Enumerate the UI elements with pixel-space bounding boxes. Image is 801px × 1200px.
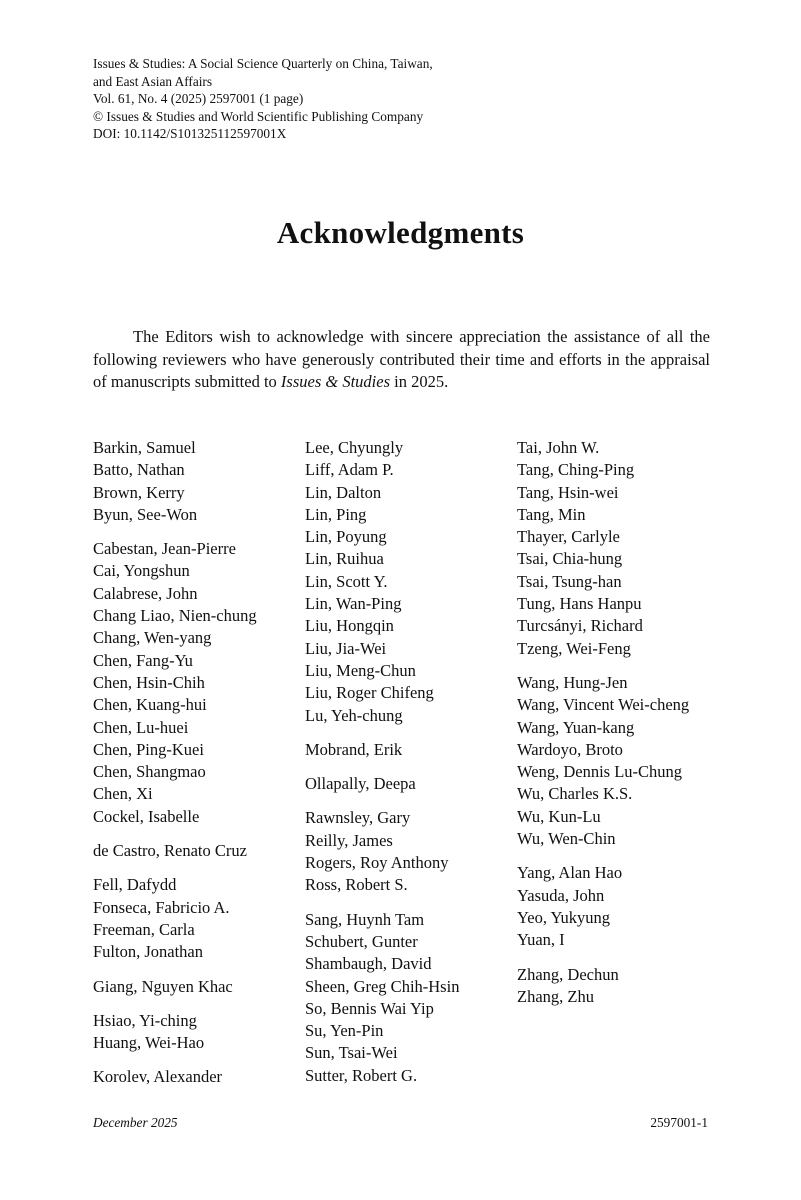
reviewer-name: Yuan, I: [517, 930, 565, 950]
reviewer-name: Calabrese, John: [93, 583, 198, 603]
reviewer-name: Tsai, Tsung-han: [517, 571, 622, 591]
header-doi: DOI: 10.1142/S101325112597001X: [93, 126, 287, 142]
reviewer-group: [93, 976, 257, 998]
reviewer-name: Hsiao, Yi-ching: [93, 1010, 197, 1030]
reviewer-name: Tung, Hans Hanpu: [517, 594, 642, 614]
reviewer-name: Cabestan, Jean-Pierre: [93, 539, 236, 559]
reviewer-name: Cai, Yongshun: [93, 561, 190, 581]
reviewer-group: [305, 437, 459, 727]
reviewer-name: Tang, Hsin-wei: [517, 482, 619, 502]
reviewer-name: Wardoyo, Broto: [517, 739, 623, 759]
reviewer-group: [305, 807, 459, 896]
reviewer-name: Lu, Yeh-chung: [305, 705, 403, 725]
reviewer-name: So, Bennis Wai Yip: [305, 998, 434, 1018]
intro-journal-name: Issues & Studies: [280, 372, 390, 391]
reviewer-name: Lin, Dalton: [305, 482, 382, 502]
reviewer-name: Zhang, Zhu: [517, 986, 594, 1006]
reviewer-group: [93, 437, 257, 526]
reviewer-name: Wang, Hung-Jen: [517, 672, 628, 692]
reviewer-name: Barkin, Samuel: [93, 438, 196, 457]
reviewer-name: Wu, Kun-Lu: [517, 806, 601, 826]
reviewer-name: Liff, Adam P.: [305, 460, 394, 480]
header-journal-subtitle: and East Asian Affairs: [93, 73, 213, 89]
reviewer-name: Chen, Fang-Yu: [93, 650, 193, 670]
reviewer-name: Lin, Wan-Ping: [305, 594, 402, 614]
reviewer-name: Tang, Ching-Ping: [517, 460, 635, 480]
reviewer-name: Schubert, Gunter: [305, 931, 418, 951]
reviewer-name: Tang, Min: [517, 504, 586, 524]
reviewer-name: Zhang, Dechun: [517, 964, 619, 984]
intro-text-before: The Editors wish to acknowledge with sincere appreciation the assistance of all the following reviewers who have generously contributed their time and efforts in the appraisal of manuscripts submitted to: [93, 327, 710, 391]
reviewer-name: Fulton, Jonathan: [93, 942, 203, 962]
reviewer-name: Chen, Hsin-Chih: [93, 672, 205, 692]
reviewer-name: Cockel, Isabelle: [93, 806, 200, 826]
reviewer-group: [517, 437, 689, 660]
reviewer-name: Rawnsley, Gary: [305, 808, 411, 828]
journal-header: [93, 55, 433, 143]
reviewer-name: Liu, Jia-Wei: [305, 638, 387, 658]
reviewer-name: Shambaugh, David: [305, 954, 432, 974]
reviewer-name: Giang, Nguyen Khac: [93, 976, 233, 996]
reviewer-name: Wu, Charles K.S.: [517, 784, 633, 804]
reviewer-name: Chang, Wen-yang: [93, 628, 212, 648]
reviewer-name: Batto, Nathan: [93, 460, 185, 480]
reviewer-name: Yeo, Yukyung: [517, 907, 611, 927]
reviewer-name: Turcsányi, Richard: [517, 616, 643, 636]
reviewer-name: Thayer, Carlyle: [517, 527, 620, 547]
reviewer-name: Tsai, Chia-hung: [517, 549, 623, 569]
reviewer-name: Liu, Roger Chifeng: [305, 683, 434, 703]
reviewer-column-1: [93, 437, 257, 1101]
header-journal-title: Issues & Studies: A Social Science Quarterly on China, Taiwan,: [93, 56, 433, 71]
reviewer-name: Sang, Huynh Tam: [305, 909, 425, 929]
reviewer-name: Lin, Ruihua: [305, 549, 384, 569]
reviewer-name: Wu, Wen-Chin: [517, 829, 616, 849]
reviewer-column-3: [517, 437, 689, 1020]
reviewer-name: Wang, Vincent Wei-cheng: [517, 695, 690, 715]
reviewer-name: Korolev, Alexander: [93, 1067, 223, 1087]
reviewer-name: Huang, Wei-Hao: [93, 1033, 205, 1053]
reviewer-name: Fonseca, Fabricio A.: [93, 897, 230, 917]
intro-paragraph: [93, 326, 710, 394]
reviewer-group: [305, 909, 459, 1087]
page-title: Acknowledgments: [276, 215, 525, 250]
reviewer-name: Chen, Lu-huei: [93, 717, 189, 737]
reviewer-name: Lin, Scott Y.: [305, 571, 388, 591]
reviewer-name: Lin, Poyung: [305, 527, 387, 547]
reviewer-name: Byun, See-Won: [93, 504, 198, 524]
reviewer-name: Chang Liao, Nien-chung: [93, 606, 257, 626]
reviewer-name: Reilly, James: [305, 830, 393, 850]
reviewer-name: Tai, John W.: [517, 438, 600, 457]
reviewer-group: [93, 1010, 257, 1055]
intro-text-after: in 2025.: [390, 372, 449, 391]
reviewer-name: Lee, Chyungly: [305, 438, 404, 457]
reviewer-name: Mobrand, Erik: [305, 739, 403, 759]
reviewer-name: Chen, Xi: [93, 784, 153, 804]
footer-page-number: 2597001-1: [650, 1115, 708, 1130]
reviewer-name: Sheen, Greg Chih-Hsin: [305, 976, 460, 996]
reviewer-name: Fell, Dafydd: [93, 875, 177, 895]
reviewer-name: Tzeng, Wei-Feng: [517, 638, 631, 658]
reviewer-group: [305, 773, 459, 795]
reviewer-name: Chen, Ping-Kuei: [93, 739, 204, 759]
reviewer-name: Yasuda, John: [517, 885, 605, 905]
reviewer-name: Sun, Tsai-Wei: [305, 1043, 398, 1063]
header-volume-info: Vol. 61, No. 4 (2025) 2597001 (1 page): [93, 91, 304, 107]
reviewer-group: [517, 862, 689, 951]
reviewer-group: [93, 840, 257, 862]
reviewer-group: [93, 1066, 257, 1088]
reviewer-name: Ollapally, Deepa: [305, 774, 416, 794]
reviewer-name: Freeman, Carla: [93, 919, 195, 939]
reviewer-name: Ross, Robert S.: [305, 875, 408, 895]
reviewer-name: Yang, Alan Hao: [517, 863, 623, 883]
reviewer-name: Rogers, Roy Anthony: [305, 853, 449, 873]
reviewer-group: [305, 739, 459, 761]
reviewer-column-2: [305, 437, 459, 1099]
reviewer-name: Chen, Shangmao: [93, 762, 206, 782]
reviewer-name: Brown, Kerry: [93, 482, 185, 502]
reviewer-name: Weng, Dennis Lu-Chung: [517, 762, 683, 782]
reviewer-name: Su, Yen-Pin: [305, 1021, 384, 1041]
reviewer-name: Lin, Ping: [305, 504, 367, 524]
header-copyright: © Issues & Studies and World Scientific Publishing Company: [93, 108, 424, 124]
reviewer-group: [517, 672, 689, 850]
reviewer-group: [93, 538, 257, 828]
reviewer-group: [93, 874, 257, 963]
reviewer-name: Chen, Kuang-hui: [93, 695, 207, 715]
reviewer-name: Liu, Meng-Chun: [305, 660, 416, 680]
reviewer-name: Liu, Hongqin: [305, 616, 394, 636]
reviewer-name: de Castro, Renato Cruz: [93, 841, 247, 861]
reviewer-name: Wang, Yuan-kang: [517, 717, 635, 737]
footer-date: December 2025: [93, 1115, 178, 1130]
reviewer-group: [517, 964, 689, 1009]
reviewer-name: Sutter, Robert G.: [305, 1065, 418, 1085]
